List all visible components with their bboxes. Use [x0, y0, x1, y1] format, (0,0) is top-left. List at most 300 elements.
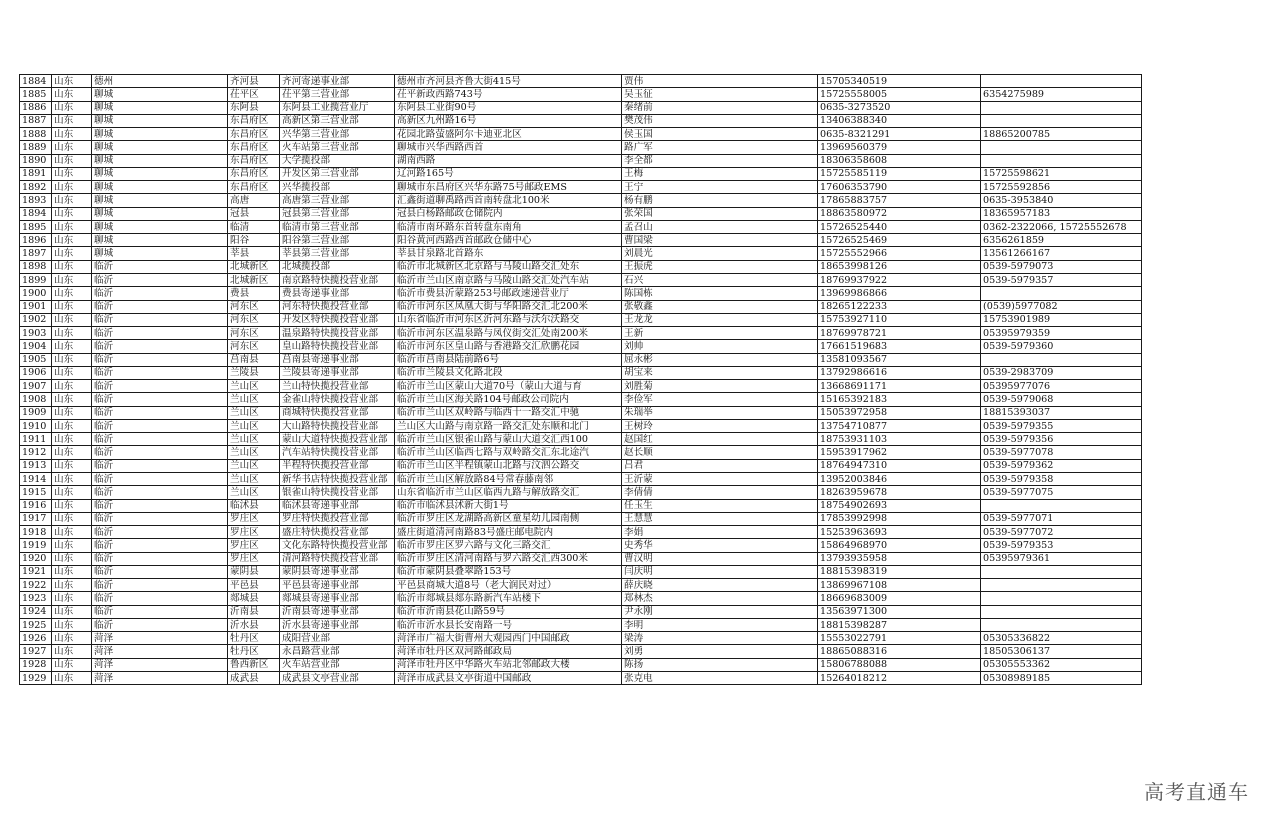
- contact-name-cell: 李俭军: [622, 393, 818, 406]
- table-row: [20, 446, 1142, 459]
- phone-cell: 18263959678: [818, 486, 981, 499]
- row-number-cell: 1921: [20, 565, 52, 578]
- contact-name-cell: 刘勇: [622, 645, 818, 658]
- phone-cell: 15053972958: [818, 406, 981, 419]
- district-cell: 平邑县: [228, 579, 280, 592]
- row-number-cell: 1925: [20, 618, 52, 631]
- district-cell: 兰山区: [228, 406, 280, 419]
- district-cell: 东昌府区: [228, 181, 280, 194]
- phone-cell: 18653998126: [818, 260, 981, 273]
- row-number-cell: 1892: [20, 181, 52, 194]
- branch-name-cell: 临清市第三营业部: [280, 220, 395, 233]
- row-number-cell: 1922: [20, 579, 52, 592]
- province-cell: 山东: [52, 327, 92, 340]
- branch-name-cell: 阳谷第三营业部: [280, 234, 395, 247]
- address-cell: 菏泽市牡丹区双河路邮政局: [395, 645, 622, 658]
- district-cell: 成武县: [228, 671, 280, 684]
- address-cell: 临沂市罗庄区罗六路与文化三路交汇: [395, 539, 622, 552]
- branch-name-cell: 半程特快揽投营业部: [280, 459, 395, 472]
- alt-phone-cell: (0539)5977082: [981, 300, 1142, 313]
- district-cell: 兰山区: [228, 380, 280, 393]
- alt-phone-cell: 0362-2322066, 15725552678: [981, 220, 1142, 233]
- address-cell: 临沂市兰山区银雀山路与蒙山大道交汇西100: [395, 433, 622, 446]
- province-cell: 山东: [52, 128, 92, 141]
- district-cell: 兰山区: [228, 459, 280, 472]
- district-cell: 罗庄区: [228, 526, 280, 539]
- phone-cell: 13754710877: [818, 419, 981, 432]
- row-number-cell: 1903: [20, 327, 52, 340]
- district-cell: 沂水县: [228, 618, 280, 631]
- branch-name-cell: 沂水县寄递事业部: [280, 618, 395, 631]
- province-cell: 山东: [52, 592, 92, 605]
- row-number-cell: 1889: [20, 141, 52, 154]
- province-cell: 山东: [52, 419, 92, 432]
- branch-name-cell: 临沭县寄递事业部: [280, 499, 395, 512]
- city-cell: 临沂: [92, 605, 228, 618]
- contact-name-cell: 秦绪前: [622, 101, 818, 114]
- province-cell: 山东: [52, 234, 92, 247]
- row-number-cell: 1926: [20, 632, 52, 645]
- city-cell: 临沂: [92, 313, 228, 326]
- contact-name-cell: 胡宝来: [622, 366, 818, 379]
- branch-name-cell: 高新区第三营业部: [280, 114, 395, 127]
- row-number-cell: 1904: [20, 340, 52, 353]
- table-row: [20, 114, 1142, 127]
- contact-name-cell: 刘胜菊: [622, 380, 818, 393]
- alt-phone-cell: 0539-5979073: [981, 260, 1142, 273]
- province-cell: 山东: [52, 671, 92, 684]
- row-number-cell: 1919: [20, 539, 52, 552]
- address-cell: 临沂市蒙阴县叠翠路153号: [395, 565, 622, 578]
- alt-phone-cell: 15753901989: [981, 313, 1142, 326]
- phone-cell: 17853992998: [818, 512, 981, 525]
- province-cell: 山东: [52, 459, 92, 472]
- address-cell: 菏泽市广福大街曹州大观园西门中国邮政: [395, 632, 622, 645]
- table-row: [20, 366, 1142, 379]
- district-cell: 莒南县: [228, 353, 280, 366]
- row-number-cell: 1884: [20, 75, 52, 88]
- address-cell: 湖南西路: [395, 154, 622, 167]
- phone-cell: 15725558005: [818, 88, 981, 101]
- phone-cell: 15553022791: [818, 632, 981, 645]
- address-cell: 临沂市郯城县郯东路新汽车站楼下: [395, 592, 622, 605]
- row-number-cell: 1916: [20, 499, 52, 512]
- phone-cell: 13969986866: [818, 287, 981, 300]
- city-cell: 聊城: [92, 88, 228, 101]
- contact-name-cell: 张克电: [622, 671, 818, 684]
- row-number-cell: 1905: [20, 353, 52, 366]
- city-cell: 菏泽: [92, 632, 228, 645]
- province-cell: 山东: [52, 207, 92, 220]
- branch-name-cell: 大学揽投部: [280, 154, 395, 167]
- table-row: [20, 75, 1142, 88]
- row-number-cell: 1891: [20, 167, 52, 180]
- table-row: [20, 579, 1142, 592]
- contact-name-cell: 王新: [622, 327, 818, 340]
- alt-phone-cell: [981, 499, 1142, 512]
- branch-name-cell: 金雀山特快揽投营业部: [280, 393, 395, 406]
- contact-name-cell: 郑林杰: [622, 592, 818, 605]
- address-cell: 临沂市兰山区临西七路与双岭路交汇东北途汽: [395, 446, 622, 459]
- row-number-cell: 1893: [20, 194, 52, 207]
- address-cell: 高新区九州路16号: [395, 114, 622, 127]
- address-cell: 菏泽市成武县文亭街道中国邮政: [395, 671, 622, 684]
- city-cell: 临沂: [92, 539, 228, 552]
- branch-name-cell: 盛庄特快揽投营业部: [280, 526, 395, 539]
- phone-cell: 13406388340: [818, 114, 981, 127]
- city-cell: 聊城: [92, 181, 228, 194]
- alt-phone-cell: 0539-5977078: [981, 446, 1142, 459]
- city-cell: 临沂: [92, 406, 228, 419]
- contact-name-cell: 石兴: [622, 273, 818, 286]
- alt-phone-cell: 0539-5979360: [981, 340, 1142, 353]
- table-row: [20, 353, 1142, 366]
- contact-name-cell: 曹国梁: [622, 234, 818, 247]
- city-cell: 临沂: [92, 592, 228, 605]
- province-cell: 山东: [52, 539, 92, 552]
- province-cell: 山东: [52, 658, 92, 671]
- province-cell: 山东: [52, 353, 92, 366]
- city-cell: 临沂: [92, 380, 228, 393]
- address-cell: 花园北路萤盛阿尔卡迪亚北区: [395, 128, 622, 141]
- district-cell: 罗庄区: [228, 539, 280, 552]
- alt-phone-cell: [981, 114, 1142, 127]
- city-cell: 临沂: [92, 565, 228, 578]
- phone-cell: 18754902693: [818, 499, 981, 512]
- contact-name-cell: 陈扬: [622, 658, 818, 671]
- row-number-cell: 1885: [20, 88, 52, 101]
- city-cell: 临沂: [92, 499, 228, 512]
- district-cell: 牡丹区: [228, 632, 280, 645]
- row-number-cell: 1915: [20, 486, 52, 499]
- alt-phone-cell: 18365957183: [981, 207, 1142, 220]
- branch-name-cell: 火车站营业部: [280, 658, 395, 671]
- contact-name-cell: 樊茂伟: [622, 114, 818, 127]
- district-cell: 牡丹区: [228, 645, 280, 658]
- alt-phone-cell: 0539-2983709: [981, 366, 1142, 379]
- contact-name-cell: 王树玲: [622, 419, 818, 432]
- province-cell: 山东: [52, 433, 92, 446]
- province-cell: 山东: [52, 366, 92, 379]
- district-cell: 莘县: [228, 247, 280, 260]
- district-cell: 东昌府区: [228, 128, 280, 141]
- address-cell: 冠县白杨路邮政仓储院内: [395, 207, 622, 220]
- phone-cell: 13563971300: [818, 605, 981, 618]
- branch-name-cell: 大山路特快揽投营业部: [280, 419, 395, 432]
- district-cell: 兰山区: [228, 433, 280, 446]
- phone-cell: 15264018212: [818, 671, 981, 684]
- table-row: [20, 658, 1142, 671]
- district-cell: 罗庄区: [228, 552, 280, 565]
- table-row: [20, 220, 1142, 233]
- contact-name-cell: 吕君: [622, 459, 818, 472]
- contact-name-cell: 尹永刚: [622, 605, 818, 618]
- phone-cell: 13869967108: [818, 579, 981, 592]
- address-cell: 临沂市费县沂蒙路253号邮政速递营业厅: [395, 287, 622, 300]
- city-cell: 临沂: [92, 260, 228, 273]
- branch-name-cell: 茌平第三营业部: [280, 88, 395, 101]
- table-row: [20, 419, 1142, 432]
- row-number-cell: 1907: [20, 380, 52, 393]
- province-cell: 山东: [52, 446, 92, 459]
- table-row: [20, 632, 1142, 645]
- phone-cell: 15725585119: [818, 167, 981, 180]
- city-cell: 聊城: [92, 220, 228, 233]
- district-cell: 东昌府区: [228, 167, 280, 180]
- city-cell: 临沂: [92, 366, 228, 379]
- phone-cell: 15864968970: [818, 539, 981, 552]
- district-cell: 兰山区: [228, 486, 280, 499]
- row-number-cell: 1913: [20, 459, 52, 472]
- province-cell: 山东: [52, 380, 92, 393]
- province-cell: 山东: [52, 287, 92, 300]
- table-row: [20, 247, 1142, 260]
- row-number-cell: 1911: [20, 433, 52, 446]
- city-cell: 临沂: [92, 340, 228, 353]
- address-cell: 临沂市河东区温泉路与凤仪街交汇处南200米: [395, 327, 622, 340]
- province-cell: 山东: [52, 194, 92, 207]
- contact-name-cell: 贾伟: [622, 75, 818, 88]
- province-cell: 山东: [52, 512, 92, 525]
- branch-name-cell: 莘县第三营业部: [280, 247, 395, 260]
- contact-name-cell: 李娟: [622, 526, 818, 539]
- province-cell: 山东: [52, 88, 92, 101]
- district-cell: 东昌府区: [228, 141, 280, 154]
- alt-phone-cell: [981, 579, 1142, 592]
- phone-cell: 13952003846: [818, 472, 981, 485]
- table-row: [20, 313, 1142, 326]
- province-cell: 山东: [52, 552, 92, 565]
- row-number-cell: 1888: [20, 128, 52, 141]
- contact-name-cell: 王振虎: [622, 260, 818, 273]
- phone-cell: 18865088316: [818, 645, 981, 658]
- table-row: [20, 194, 1142, 207]
- alt-phone-cell: 0539-5977075: [981, 486, 1142, 499]
- address-cell: 临沂市兰山区海关路104号邮政公司院内: [395, 393, 622, 406]
- province-cell: 山东: [52, 247, 92, 260]
- row-number-cell: 1906: [20, 366, 52, 379]
- contact-name-cell: 史秀华: [622, 539, 818, 552]
- district-cell: 河东区: [228, 340, 280, 353]
- alt-phone-cell: 15725598621: [981, 167, 1142, 180]
- table-row: [20, 459, 1142, 472]
- alt-phone-cell: [981, 75, 1142, 88]
- row-number-cell: 1918: [20, 526, 52, 539]
- city-cell: 临沂: [92, 512, 228, 525]
- table-row: [20, 141, 1142, 154]
- contact-name-cell: 李明: [622, 618, 818, 631]
- address-cell: 山东省临沂市兰山区临西九路与解放路交汇: [395, 486, 622, 499]
- address-cell: 聊城市东昌府区兴华东路75号邮政EMS: [395, 181, 622, 194]
- contact-name-cell: 朱瑞举: [622, 406, 818, 419]
- address-cell: 临沂市莒南县陆前路6号: [395, 353, 622, 366]
- table-row: [20, 234, 1142, 247]
- alt-phone-cell: 0539-5979356: [981, 433, 1142, 446]
- branch-name-cell: 郯城县寄递事业部: [280, 592, 395, 605]
- table-row: [20, 167, 1142, 180]
- alt-phone-cell: 05395977076: [981, 380, 1142, 393]
- branch-name-cell: 兴华揽投部: [280, 181, 395, 194]
- branch-name-cell: 汽车站特快揽投营业部: [280, 446, 395, 459]
- address-cell: 临沂市河东区皇山路与香港路交汇欣鹏花园: [395, 340, 622, 353]
- table-row: [20, 273, 1142, 286]
- alt-phone-cell: 0539-5979353: [981, 539, 1142, 552]
- phone-cell: 13969560379: [818, 141, 981, 154]
- branch-name-cell: 新华书店特快揽投营业部: [280, 472, 395, 485]
- province-cell: 山东: [52, 645, 92, 658]
- branch-name-cell: 清河路特快揽投营业部: [280, 552, 395, 565]
- district-cell: 东昌府区: [228, 154, 280, 167]
- phone-cell: 18815398287: [818, 618, 981, 631]
- contact-name-cell: 王龙龙: [622, 313, 818, 326]
- branch-name-cell: 文化东路特快揽投营业部: [280, 539, 395, 552]
- province-cell: 山东: [52, 340, 92, 353]
- phone-cell: 18306358608: [818, 154, 981, 167]
- branch-name-cell: 成阳营业部: [280, 632, 395, 645]
- branch-name-cell: 永昌路营业部: [280, 645, 395, 658]
- province-cell: 山东: [52, 526, 92, 539]
- branch-name-cell: 高唐第三营业部: [280, 194, 395, 207]
- address-cell: 菏泽市牡丹区中华路火车站北邻邮政大楼: [395, 658, 622, 671]
- alt-phone-cell: 05308989185: [981, 671, 1142, 684]
- city-cell: 临沂: [92, 446, 228, 459]
- post-office-table: [19, 74, 1142, 685]
- row-number-cell: 1927: [20, 645, 52, 658]
- alt-phone-cell: [981, 287, 1142, 300]
- contact-name-cell: 孟召山: [622, 220, 818, 233]
- address-cell: 临沂市河东区凤凰大街与华阳路交汇北200米: [395, 300, 622, 313]
- branch-name-cell: 河东特快揽投营业部: [280, 300, 395, 313]
- province-cell: 山东: [52, 618, 92, 631]
- table-row: [20, 539, 1142, 552]
- address-cell: 临清市南环路东首转盘东南角: [395, 220, 622, 233]
- alt-phone-cell: [981, 605, 1142, 618]
- row-number-cell: 1897: [20, 247, 52, 260]
- table-row: [20, 327, 1142, 340]
- district-cell: 沂南县: [228, 605, 280, 618]
- contact-name-cell: 薛庆晓: [622, 579, 818, 592]
- alt-phone-cell: 0539-5977072: [981, 526, 1142, 539]
- province-cell: 山东: [52, 605, 92, 618]
- province-cell: 山东: [52, 393, 92, 406]
- alt-phone-cell: [981, 565, 1142, 578]
- table-row: [20, 512, 1142, 525]
- row-number-cell: 1912: [20, 446, 52, 459]
- city-cell: 聊城: [92, 167, 228, 180]
- branch-name-cell: 平邑县寄递事业部: [280, 579, 395, 592]
- table-row: [20, 618, 1142, 631]
- row-number-cell: 1929: [20, 671, 52, 684]
- district-cell: 费县: [228, 287, 280, 300]
- alt-phone-cell: 05395979359: [981, 327, 1142, 340]
- branch-name-cell: 成武县文亭营业部: [280, 671, 395, 684]
- province-cell: 山东: [52, 273, 92, 286]
- address-cell: 临沂市兰山区解放路84号常春藤南邻: [395, 472, 622, 485]
- table-row: [20, 671, 1142, 684]
- phone-cell: 13792986616: [818, 366, 981, 379]
- alt-phone-cell: [981, 592, 1142, 605]
- phone-cell: 13581093567: [818, 353, 981, 366]
- city-cell: 临沂: [92, 419, 228, 432]
- row-number-cell: 1924: [20, 605, 52, 618]
- contact-name-cell: 任玉生: [622, 499, 818, 512]
- row-number-cell: 1895: [20, 220, 52, 233]
- phone-cell: 15725552966: [818, 247, 981, 260]
- province-cell: 山东: [52, 154, 92, 167]
- address-cell: 临沂市北城新区北京路与马陵山路交汇处东: [395, 260, 622, 273]
- district-cell: 兰山区: [228, 393, 280, 406]
- phone-cell: 18265122233: [818, 300, 981, 313]
- watermark: 高考直通车: [1144, 780, 1249, 804]
- branch-name-cell: 商城特快揽投营业部: [280, 406, 395, 419]
- city-cell: 聊城: [92, 194, 228, 207]
- table-row: [20, 526, 1142, 539]
- branch-name-cell: 火车站第三营业部: [280, 141, 395, 154]
- address-cell: 茌平新政西路743号: [395, 88, 622, 101]
- phone-cell: 0635-8321291: [818, 128, 981, 141]
- contact-name-cell: 梁涛: [622, 632, 818, 645]
- branch-name-cell: 北城揽投部: [280, 260, 395, 273]
- district-cell: 齐河县: [228, 75, 280, 88]
- district-cell: 茌平区: [228, 88, 280, 101]
- city-cell: 德州: [92, 75, 228, 88]
- row-number-cell: 1887: [20, 114, 52, 127]
- table-row: [20, 472, 1142, 485]
- table-row: [20, 433, 1142, 446]
- row-number-cell: 1901: [20, 300, 52, 313]
- alt-phone-cell: 05395979361: [981, 552, 1142, 565]
- address-cell: 兰山区大山路与南京路一路交汇处东顺和北门: [395, 419, 622, 432]
- branch-name-cell: 沂南县寄递事业部: [280, 605, 395, 618]
- province-cell: 山东: [52, 565, 92, 578]
- contact-name-cell: 刘晨光: [622, 247, 818, 260]
- city-cell: 临沂: [92, 552, 228, 565]
- phone-cell: 15953917962: [818, 446, 981, 459]
- table-row: [20, 300, 1142, 313]
- row-number-cell: 1894: [20, 207, 52, 220]
- province-cell: 山东: [52, 101, 92, 114]
- district-cell: 高唐: [228, 194, 280, 207]
- address-cell: 聊城市兴华西路西首: [395, 141, 622, 154]
- branch-name-cell: 蒙山大道特快揽投营业部: [280, 433, 395, 446]
- address-cell: 德州市齐河县齐鲁大街415号: [395, 75, 622, 88]
- row-number-cell: 1917: [20, 512, 52, 525]
- table-row: [20, 340, 1142, 353]
- phone-cell: 18769978721: [818, 327, 981, 340]
- phone-cell: 18753931103: [818, 433, 981, 446]
- table-row: [20, 486, 1142, 499]
- branch-name-cell: 温泉路特快揽投营业部: [280, 327, 395, 340]
- phone-cell: 15726525469: [818, 234, 981, 247]
- contact-name-cell: 路广军: [622, 141, 818, 154]
- branch-name-cell: 东阿县工业揽营业厅: [280, 101, 395, 114]
- phone-cell: 17865883757: [818, 194, 981, 207]
- city-cell: 临沂: [92, 287, 228, 300]
- alt-phone-cell: 6356261859: [981, 234, 1142, 247]
- alt-phone-cell: 18865200785: [981, 128, 1142, 141]
- phone-cell: 18815398319: [818, 565, 981, 578]
- contact-name-cell: 吴玉征: [622, 88, 818, 101]
- phone-cell: 17606353790: [818, 181, 981, 194]
- branch-name-cell: 兴华第三营业部: [280, 128, 395, 141]
- alt-phone-cell: 0539-5979362: [981, 459, 1142, 472]
- branch-name-cell: 开发区特快揽投营业部: [280, 313, 395, 326]
- phone-cell: 18764947310: [818, 459, 981, 472]
- row-number-cell: 1886: [20, 101, 52, 114]
- contact-name-cell: 赵长顺: [622, 446, 818, 459]
- phone-cell: 13668691171: [818, 380, 981, 393]
- table-row: [20, 393, 1142, 406]
